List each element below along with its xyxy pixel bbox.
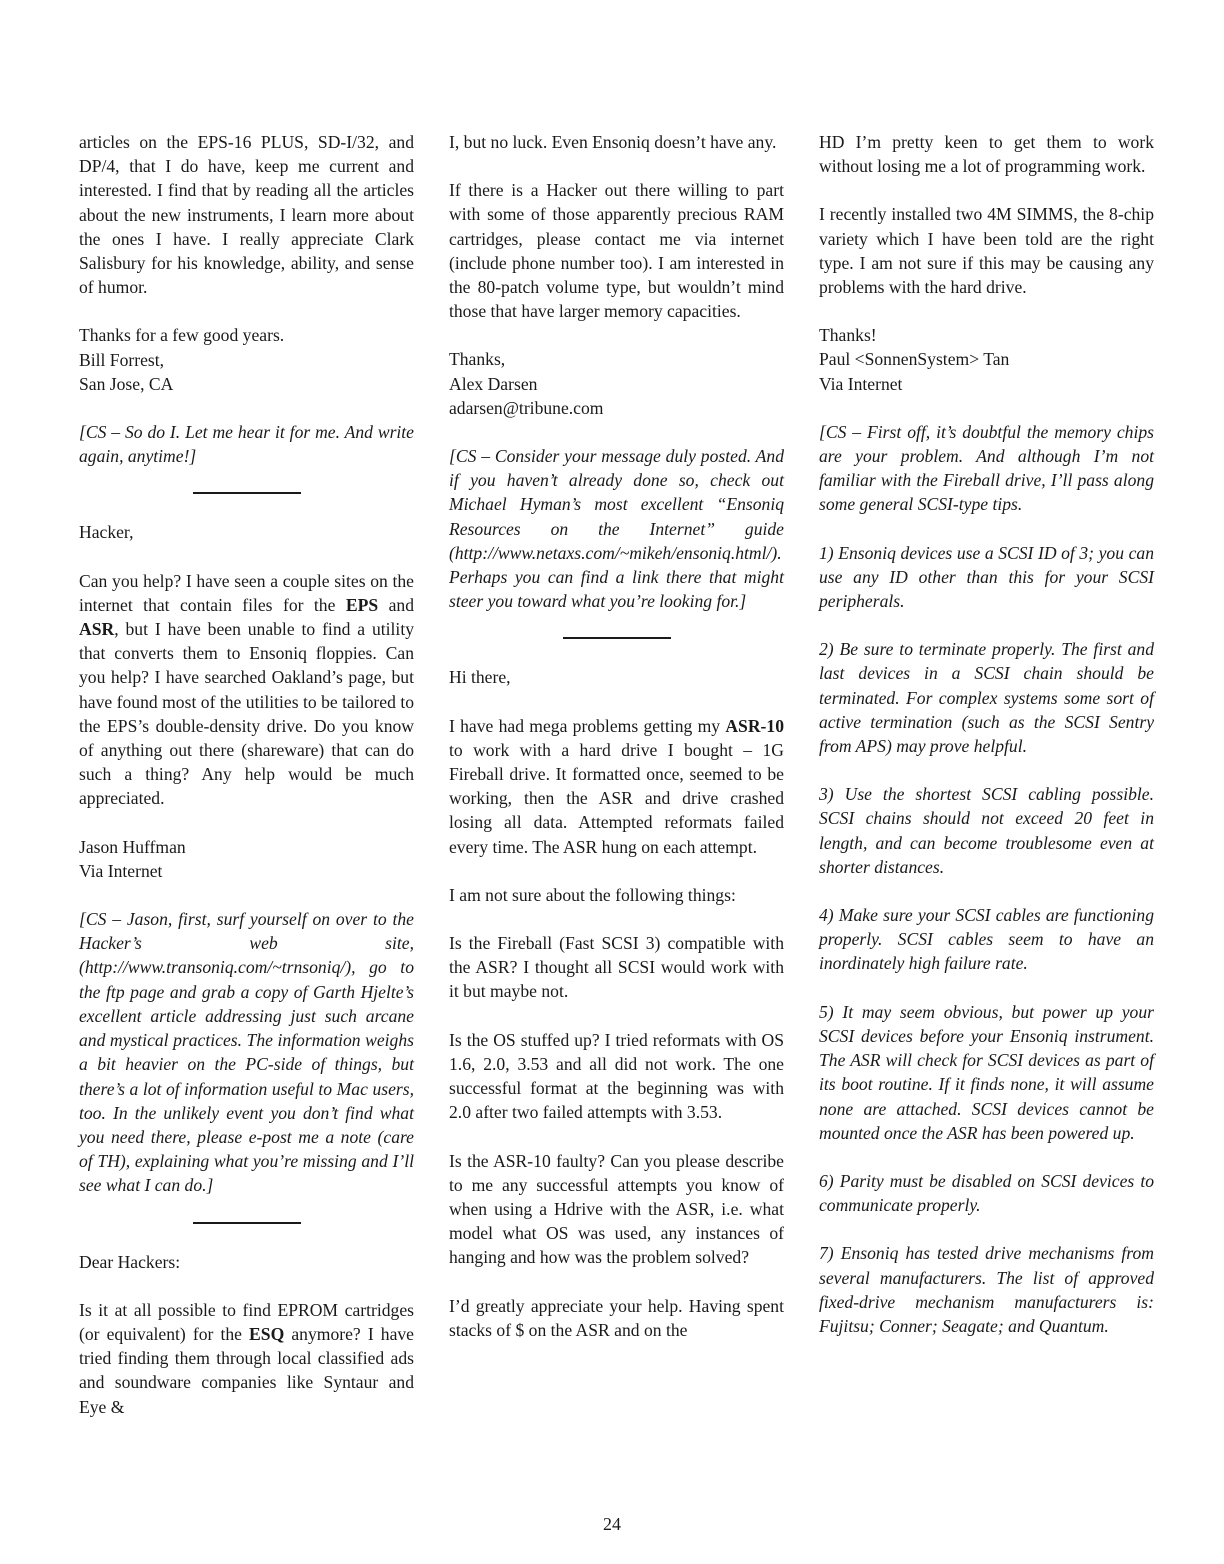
signature-block <box>819 323 1154 396</box>
column-2 <box>449 130 784 1342</box>
column-3 <box>819 130 1154 1338</box>
signature-name: Alex Darsen <box>449 373 538 394</box>
column-1 <box>79 130 414 1419</box>
editor-tip: 4) Make sure your SCSI cables are functioning properly. SCSI cables seem to have an inordinately high failure rate. <box>819 905 1154 974</box>
letter-greeting: Dear Hackers: <box>79 1251 181 1272</box>
signature-block <box>79 323 414 396</box>
letter-greeting: Hi there, <box>449 667 511 688</box>
signature-line: Thanks! <box>819 325 877 346</box>
editor-reply: [CS – Consider your message duly posted. And if you haven’t already done so, check out Michael Hyman’s most excellent “Ensoniq Resources on the Internet” guide (http://www.netaxs.com/~mikeh/ensoniq.html/). Perhaps you can find a link there that might steer you toward what you’re looking for.] <box>449 446 784 612</box>
signature-location: Via Internet <box>79 860 163 881</box>
signature-name: Jason Huffman <box>79 836 186 857</box>
signature-name: Paul <SonnenSystem> Tan <box>819 349 1010 370</box>
letter-paragraph: If there is a Hacker out there willing to part with some of those apparently precious RAM cartridges, please contact me via internet (include phone number too). I am interested in the 80-patch volume type, but wouldn’t mind those that have larger memory capacities. <box>449 180 784 322</box>
editor-tip: 3) Use the shortest SCSI cabling possible. SCSI chains should not exceed 20 feet in length, and can become troublesome even at shorter distances. <box>819 784 1154 877</box>
signature-location: Via Internet <box>819 373 903 394</box>
signature-block <box>449 347 784 420</box>
letter-paragraph: I recently installed two 4M SIMMS, the 8-chip variety which I have been told are the right type. I am not sure if this may be causing any problems with the hard drive. <box>819 204 1154 298</box>
letter-paragraph: Is the Fireball (Fast SCSI 3) compatible with the ASR? I thought all SCSI would work with it but maybe not. <box>449 933 784 1002</box>
editor-reply: [CS – Jason, first, surf yourself on over to the Hacker’s web site, (http://www.transoniq.com/~trnsoniq/), go to the ftp page and grab a copy of Garth Hjelte’s excellent article addressing just such arcane and mystical practices. The information weighs a bit heavier on the PC-side of things, but there’s a lot of information useful to Mac users, too. In the unlikely event you don’t find what you need there, please e-post me a note (care of TH), explaining what you’re missing and I’ll see what I can do.] <box>79 909 414 1196</box>
signature-line: Thanks, <box>449 349 506 370</box>
letter-paragraph: I’d greatly appreciate your help. Having spent stacks of $ on the ASR and on the <box>449 1295 784 1340</box>
editor-reply: [CS – First off, it’s doubtful the memory chips are your problem. And although I’m not familiar with the Fireball drive, I’ll pass along some general SCSI-type tips. <box>819 421 1154 515</box>
editor-reply: [CS – So do I. Let me hear it for me. And write again, anytime!] <box>79 422 414 467</box>
letter-paragraph: HD I’m pretty keen to get them to work without losing me a lot of programming work. <box>819 132 1154 177</box>
editor-tip: 5) It may seem obvious, but power up your SCSI devices before your Ensoniq instrument. The ASR will check for SCSI devices as part of its boot routine. If it finds none, it will assume none are attached. SCSI devices cannot be mounted once the ASR has been powered up. <box>819 1001 1154 1143</box>
letter-paragraph: Is the ASR-10 faulty? Can you please describe to me any successful attempts you know of when using a Hdrive with the ASR, i.e. what model what OS was used, any instances of hanging and how was the problem solved? <box>449 1150 784 1268</box>
signature-block <box>79 835 414 883</box>
signature-location: San Jose, CA <box>79 373 174 394</box>
section-divider <box>193 492 301 494</box>
editor-tip: 7) Ensoniq has tested drive mechanisms from several manufacturers. The list of approved fixed-drive mechanism manufacturers is: Fujitsu; Conner; Seagate; and Quantum. <box>819 1243 1154 1336</box>
editor-tip: 2) Be sure to terminate properly. The first and last devices in a SCSI chain should be terminated. For complex systems some sort of active termination (such as the SCSI Sentry from APS) may prove helpful. <box>819 639 1154 757</box>
signature-email: adarsen@tribune.com <box>449 397 604 418</box>
section-divider <box>193 1222 301 1224</box>
editor-tip: 1) Ensoniq devices use a SCSI ID of 3; you can use any ID other than this for your SCSI peripherals. <box>819 542 1154 612</box>
page-number: 24 <box>603 1514 621 1534</box>
letter-greeting: Hacker, <box>79 522 134 543</box>
section-divider <box>563 637 671 639</box>
letter-paragraph: Can you help? I have seen a couple sites on the internet that contain files for the EPS and ASR, but I have been unable to find a utility that converts them to Ensoniq floppies. Can you help? I have searched Oakland’s page, but have found most of the utilities to be tailored to the EPS’s double-density drive. Do you know of anything out there (shareware) that can do such a thing? Any help would be much appreciated. <box>79 570 414 809</box>
letter-paragraph: I, but no luck. Even Ensoniq doesn’t have any. <box>449 132 777 152</box>
letter-paragraph: I am not sure about the following things: <box>449 884 736 905</box>
letter-paragraph: Is the OS stuffed up? I tried reformats with OS 1.6, 2.0, 3.53 and all did not work. The one successful format at the beginning was with 2.0 after two failed attempts with 3.53. <box>449 1029 784 1123</box>
signature-line: Thanks for a few good years. <box>79 325 285 346</box>
signature-name: Bill Forrest, <box>79 349 165 370</box>
letter-paragraph: I have had mega problems getting my ASR-10 to work with a hard drive I bought – 1G Fireball drive. It formatted once, seemed to be working, then the ASR and drive crashed losing all data. Attempted reformats failed every time. The ASR hung on each attempt. <box>449 715 784 857</box>
editor-tip: 6) Parity must be disabled on SCSI devices to communicate properly. <box>819 1170 1154 1216</box>
letter-paragraph: articles on the EPS-16 PLUS, SD-I/32, and DP/4, that I do have, keep me current and interested. I find that by reading all the articles about the new instruments, I learn more about the ones I have. I really appreciate Clark Salisbury for his knowledge, ability, and sense of humor. <box>79 132 414 298</box>
letter-paragraph: Is it at all possible to find EPROM cartridges (or equivalent) for the ESQ anymore? I have tried finding them through local classified ads and soundware companies like Syntaur and Eye & <box>79 1299 414 1417</box>
